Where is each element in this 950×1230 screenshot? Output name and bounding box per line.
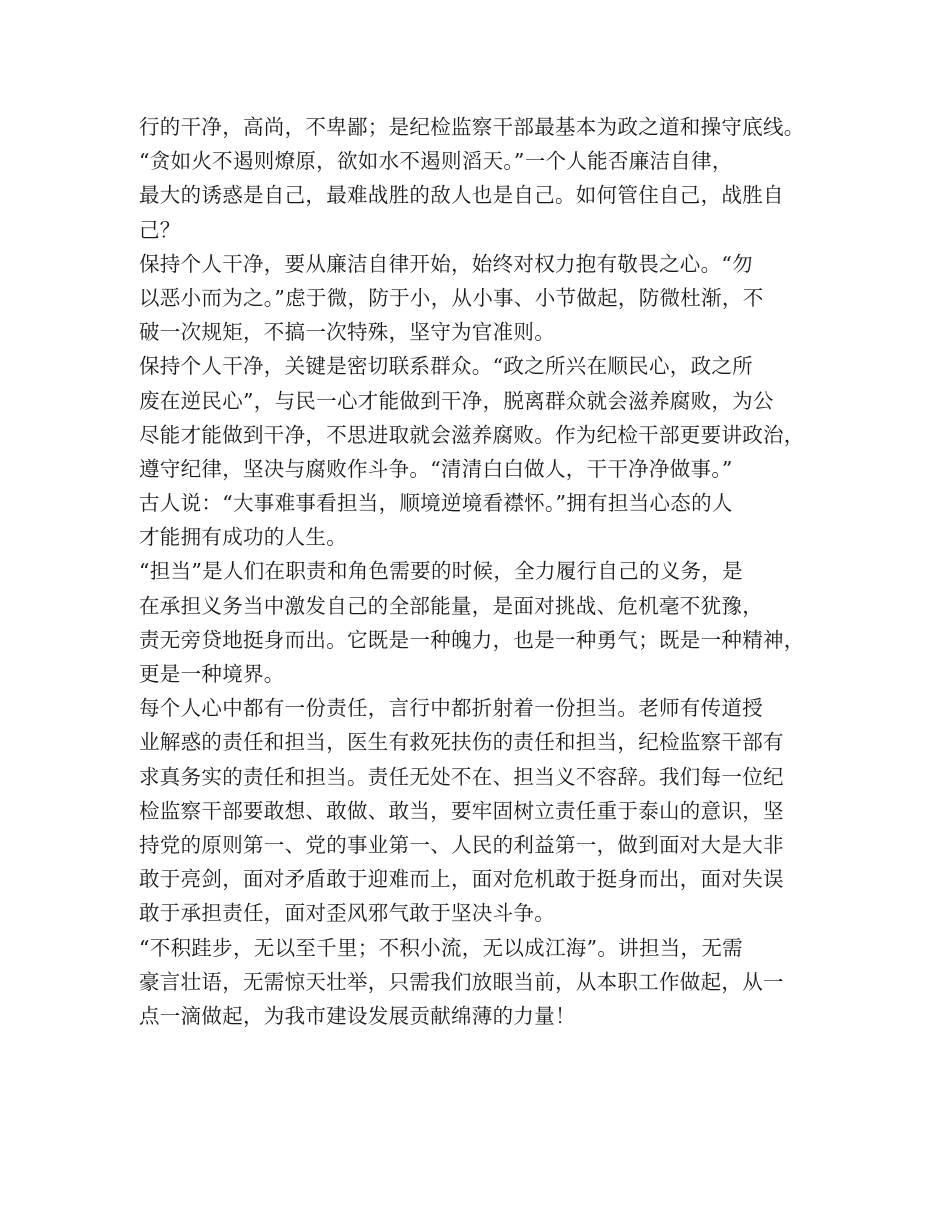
text-line: 遵守纪律，坚决与腐败作斗争。“清清白白做人，干干净净做事。” xyxy=(139,456,733,481)
text-line: 敢于承担责任，面对歪风邪气敢于坚决斗争。 xyxy=(139,901,555,926)
text-line: 每个人心中都有一份责任，言行中都折射着一份担当。老师有传道授 xyxy=(139,696,763,721)
text-line: “贪如火不遏则燎原，欲如水不遏则滔天。”一个人能否廉洁自律， xyxy=(139,149,733,174)
text-line: 以恶小而为之。”虑于微，防于小，从小事、小节做起，防微杜渐，不 xyxy=(139,285,764,310)
text-line: 敢于亮剑，面对矛盾敢于迎难而上，面对危机敢于挺身而出，面对失误 xyxy=(139,867,784,892)
text-line: 更是一种境界。 xyxy=(139,662,285,686)
text-line: 业解惑的责任和担当，医生有救死扶伤的责任和担当，纪检监察干部有 xyxy=(139,730,784,755)
text-line: “担当”是人们在职责和角色需要的时候，全力履行自己的义务，是 xyxy=(139,559,743,584)
text-line: “不积跬步，无以至千里；不积小流，无以成江海”。讲担当，无需 xyxy=(139,935,743,960)
text-line: 废在逆民心”，与民一心才能做到干净，脱离群众就会滋养腐败，为公 xyxy=(139,388,774,413)
text-line: 责无旁贷地挺身而出。它既是一种魄力，也是一种勇气；既是一种精神， xyxy=(139,627,805,652)
text-line: 古人说：“大事难事看担当，顺境逆境看襟怀。”拥有担当心态的人 xyxy=(139,491,733,516)
text-line: 点一滴做起，为我市建设发展贡献绵薄的力量！ xyxy=(139,1003,576,1028)
text-line: 才能拥有成功的人生。 xyxy=(139,525,347,550)
text-line: 行的干净，高尚，不卑鄙；是纪检监察干部最基本为政之道和操守底线。 xyxy=(139,115,805,139)
text-line: 尽能才能做到干净，不思进取就会滋养腐败。作为纪检干部更要讲政治， xyxy=(139,422,805,447)
text-line: 检监察干部要敢想、敢做、敢当，要牢固树立责任重于泰山的意识，坚 xyxy=(139,798,784,823)
text-line: 最大的诱惑是自己，最难战胜的敌人也是自己。如何管住自己，战胜自 xyxy=(139,183,784,208)
text-line: 持党的原则第一、党的事业第一、人民的利益第一，做到面对大是大非 xyxy=(139,832,784,857)
text-line: 破一次规矩，不搞一次特殊，坚守为官准则。 xyxy=(139,320,555,345)
text-line: 保持个人干净，关键是密切联系群众。“政之所兴在顺民心，政之所 xyxy=(139,354,753,379)
text-line: 己？ xyxy=(139,217,181,242)
body-text xyxy=(139,110,829,1033)
text-line: 求真务实的责任和担当。责任无处不在、担当义不容辞。我们每一位纪 xyxy=(139,764,784,789)
text-line: 保持个人干净，要从廉洁自律开始，始终对权力抱有敬畏之心。“勿 xyxy=(139,251,753,276)
text-line: 在承担义务当中激发自己的全部能量，是面对挑战、危机毫不犹豫， xyxy=(139,593,763,618)
text-line: 豪言壮语，无需惊天壮举，只需我们放眼当前，从本职工作做起，从一 xyxy=(139,969,784,994)
